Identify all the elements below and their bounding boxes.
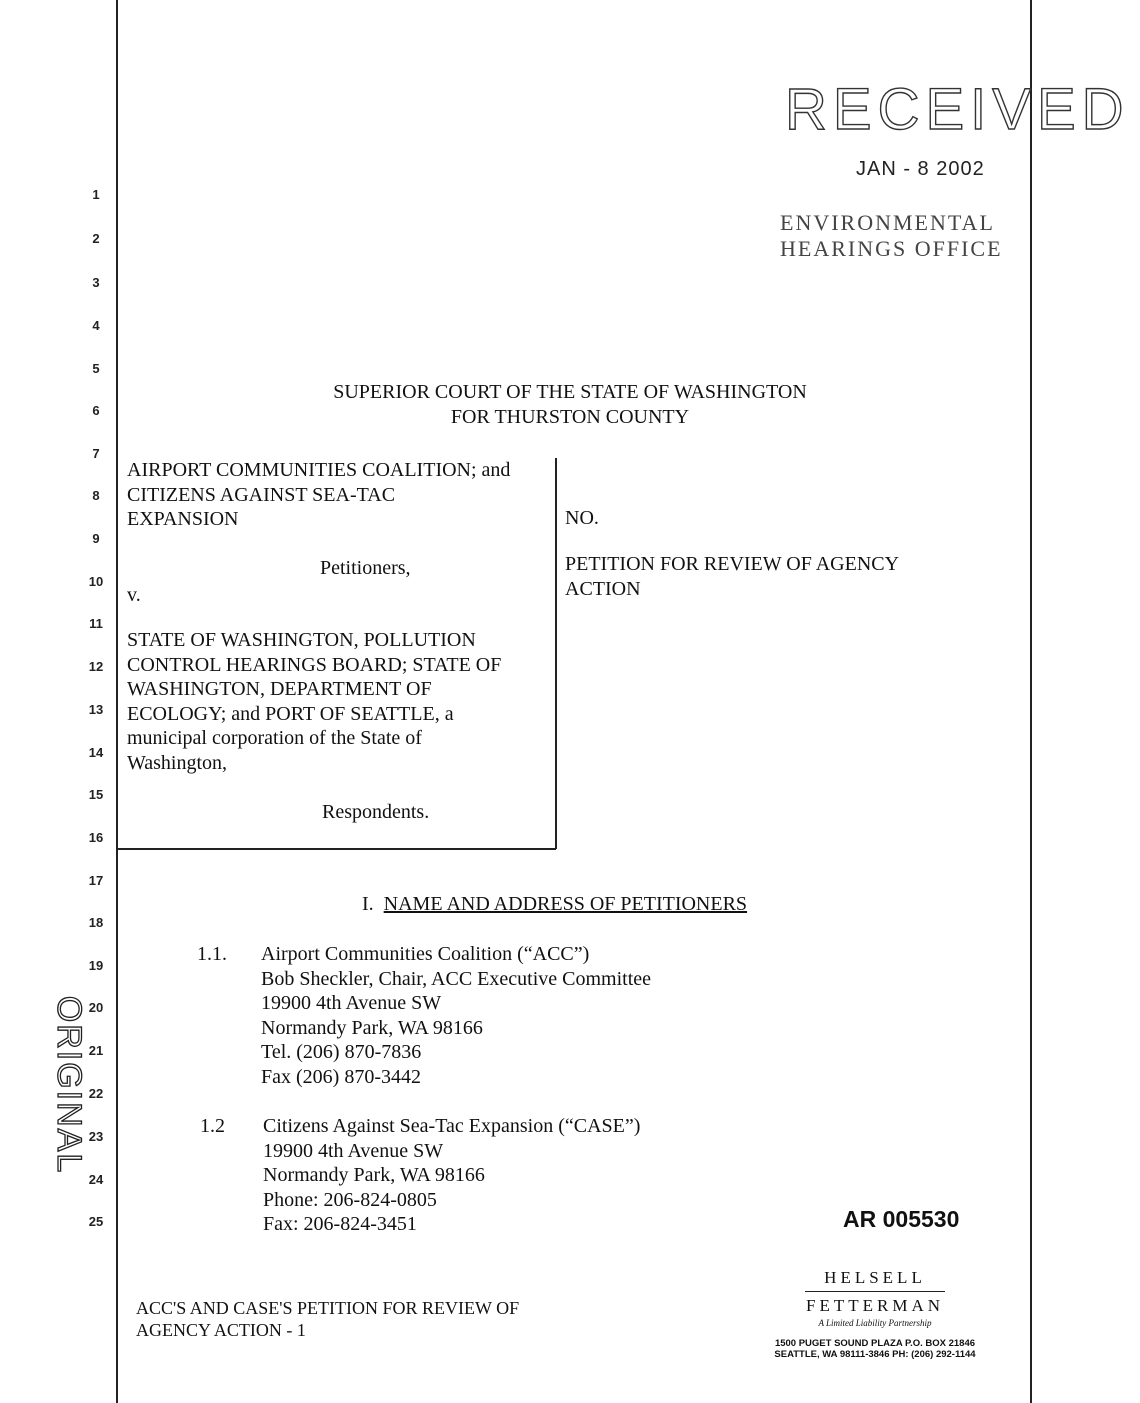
firm-subtitle: A Limited Liability Partnership [818,1318,932,1328]
document-title-line: ACTION [565,577,641,600]
court-name: SUPERIOR COURT OF THE STATE OF WASHINGTON [333,381,807,403]
respondent-name-line: municipal corporation of the State of [127,727,422,749]
address-line: 19900 4th Avenue SW [263,1139,444,1162]
case-number: NO. [565,507,599,529]
address-line: Fax (206) 870-3442 [261,1065,421,1088]
line-number: 5 [92,361,100,376]
line-number: 16 [88,830,104,845]
line-number: 2 [92,231,100,246]
ar-number: AR 005530 [843,1206,960,1232]
firm-name-helsell: HELSELL [824,1268,926,1287]
firm-address-line1: 1500 PUGET SOUND PLAZA P.O. BOX 21846 [774,1338,976,1349]
court-heading [0,380,1140,430]
line-number: 24 [88,1172,104,1187]
entry-number: 1.2 [200,1115,225,1137]
svg-text:ORIGINAL: ORIGINAL [50,995,88,1175]
entry-case-address [263,1114,640,1237]
petitioner-name-line: AIRPORT COMMUNITIES COALITION; and [127,459,511,481]
line-number: 9 [92,531,100,546]
line-number: 15 [88,787,104,802]
line-number: 18 [88,915,104,930]
address-line: Tel. (206) 870-7836 [261,1041,422,1063]
section-heading [362,893,747,916]
address-line: Phone: 206-824-0805 [263,1188,437,1211]
petitioner-names [127,458,510,532]
respondent-name-line: WASHINGTON, DEPARTMENT OF [127,678,432,700]
firm-divider [805,1291,945,1292]
law-firm-block [760,1268,990,1360]
line-number: 21 [88,1043,104,1058]
firm-name-fetterman: FETTERMAN [806,1296,944,1315]
received-date: JAN - 8 2002 [856,158,985,180]
address-line: Airport Communities Coalition (“ACC”) [261,943,590,965]
court-county: FOR THURSTON COUNTY [450,406,690,428]
respondent-names [127,628,501,775]
entry-number: 1.1. [197,943,227,965]
section-number: I. [362,893,374,915]
caption-box-right-rule [555,458,557,849]
line-number: 20 [88,1000,104,1015]
line-number: 7 [92,446,100,461]
line-number: 4 [92,318,100,333]
left-margin-rule [116,0,118,1403]
petitioners-label: Petitioners, [320,557,411,579]
line-number: 12 [88,659,104,674]
section-title: NAME AND ADDRESS OF PETITIONERS [383,893,748,915]
line-number: 3 [92,275,100,290]
footer-document-title [136,1297,519,1341]
petitioner-name-line: CITIZENS AGAINST SEA-TAC [127,483,396,506]
received-office-line1: ENVIRONMENTAL [780,210,995,235]
line-number: 17 [88,873,104,888]
address-line: Fax: 206-824-3451 [263,1213,417,1235]
address-line: Bob Sheckler, Chair, ACC Executive Committee [261,967,651,990]
versus: v. [127,584,141,606]
respondent-name-line: STATE OF WASHINGTON, POLLUTION [127,629,476,651]
footer-title-line: AGENCY ACTION - 1 [136,1320,306,1340]
footer-title-line: ACC'S AND CASE'S PETITION FOR REVIEW OF [136,1298,520,1318]
line-number: 1 [92,187,100,202]
line-number: 13 [88,702,104,717]
received-office-line2: HEARINGS OFFICE [780,236,1003,261]
caption-box-bottom-rule [116,848,556,850]
respondent-name-line: ECOLOGY; and PORT OF SEATTLE, a [127,702,454,725]
line-number: 11 [89,616,103,631]
firm-address-line2: SEATTLE, WA 98111-3846 PH: (206) 292-1144 [774,1349,976,1360]
line-number: 14 [88,745,104,760]
line-number: 6 [92,403,100,418]
address-line: Normandy Park, WA 98166 [261,1016,483,1039]
entry-acc-address [261,942,651,1089]
line-number: 10 [88,574,104,589]
line-number: 19 [88,958,104,973]
received-stamp: RECEIVED [785,77,1130,142]
address-line: Normandy Park, WA 98166 [263,1164,485,1186]
document-title-line: PETITION FOR REVIEW OF AGENCY [565,553,900,575]
address-line: Citizens Against Sea-Tac Expansion (“CASE”) [263,1115,641,1137]
respondent-name-line: Washington, [127,751,228,774]
line-number: 25 [88,1214,104,1229]
respondents-label: Respondents. [322,801,430,823]
document-title [565,552,899,601]
address-line: 19900 4th Avenue SW [261,992,442,1014]
line-number: 22 [88,1086,104,1101]
line-number: 8 [92,488,100,503]
original-stamp-icon [50,980,88,1190]
respondent-name-line: CONTROL HEARINGS BOARD; STATE OF [127,653,502,676]
petitioner-name-line: EXPANSION [127,508,239,530]
line-number: 23 [88,1129,104,1144]
right-margin-rule [1030,0,1032,1403]
